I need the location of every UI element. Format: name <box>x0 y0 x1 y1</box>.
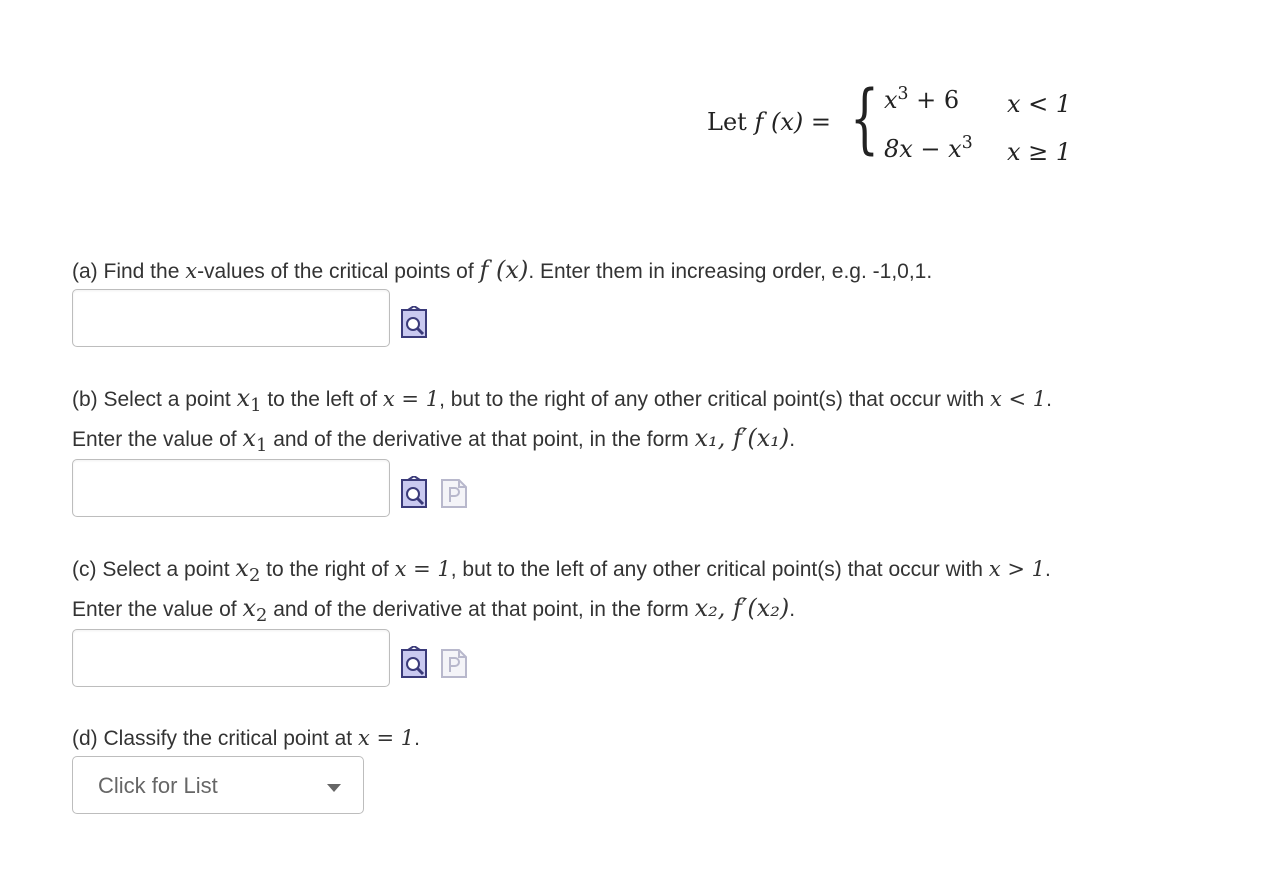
piece-2-condition: x ≥ 1 <box>1007 138 1072 166</box>
part-c-answer-input[interactable] <box>72 629 390 687</box>
parse-icon[interactable] <box>441 646 467 678</box>
select-label: Click for List <box>98 773 218 798</box>
preview-icon[interactable] <box>401 646 427 678</box>
preview-icon[interactable] <box>401 306 427 338</box>
part-b-question-line-2: Enter the value of x1 and of the derivative at that point, in the form x₁, f′(x₁). <box>72 424 796 457</box>
part-a-answer-input[interactable] <box>72 289 390 347</box>
piece-2-expression: $8x - x^3$ <box>884 132 973 163</box>
part-c-question-line-1: (c) Select a point x2 to the right of x = 1, but to the left of any other critical point(s) that occur with x > 1. <box>72 554 1051 587</box>
part-c-question-line-2: Enter the value of x2 and of the derivative at that point, in the form x₂, f′(x₂). <box>72 594 796 627</box>
part-b-question-line-1: (b) Select a point x1 to the left of x = 1, but to the right of any other critical point(s) that occur with x < 1. <box>72 384 1052 417</box>
let-label: Let f (x) = <box>707 108 831 136</box>
part-b-answer-input[interactable] <box>72 459 390 517</box>
classify-select[interactable] <box>72 756 364 814</box>
piece-1-expression: $x^3 + 6$ <box>884 83 960 114</box>
part-a-question: (a) Find the x-values of the critical points of f (x). Enter them in increasing order, e.g. -1,0,1. <box>72 256 933 284</box>
chevron-down-icon <box>327 784 341 792</box>
parse-icon[interactable] <box>441 476 467 508</box>
piecewise-brace: { <box>850 73 880 162</box>
preview-icon[interactable] <box>401 476 427 508</box>
part-d-question: (d) Classify the critical point at x = 1. <box>72 726 420 750</box>
piece-1-condition: x < 1 <box>1007 90 1072 118</box>
